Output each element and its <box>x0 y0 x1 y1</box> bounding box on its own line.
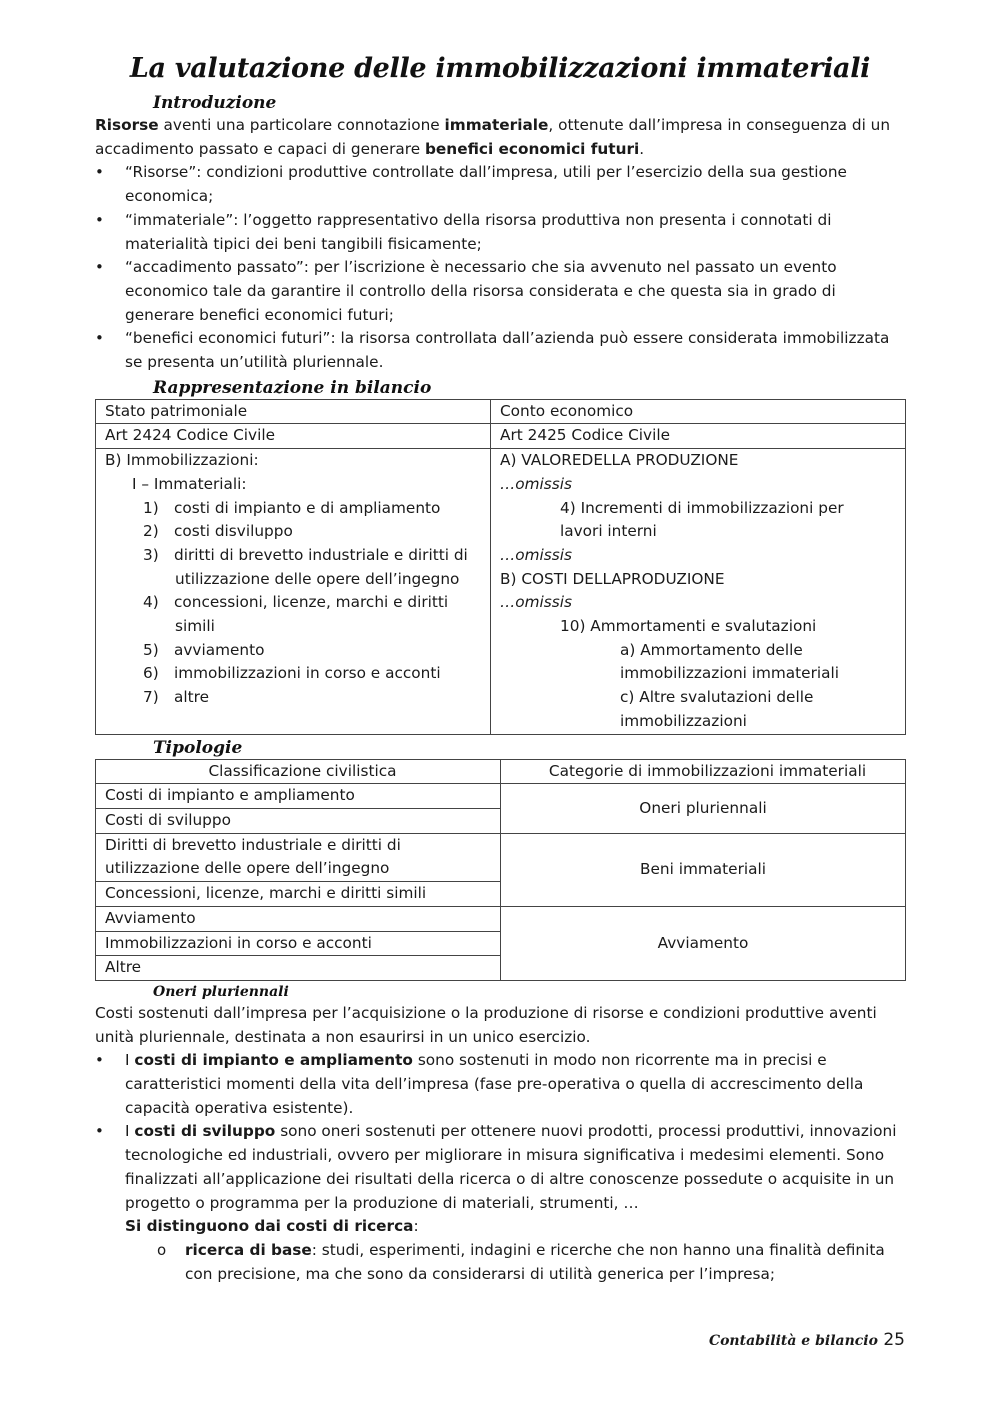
bold-term: benefici economici futuri <box>424 139 640 158</box>
page-number: 25 <box>883 1330 905 1350</box>
category-cell: Beni immateriali <box>501 833 906 906</box>
list-item: 1) costi di impianto e di ampliamento <box>143 498 441 517</box>
table-header-cell: Stato patrimoniale <box>96 399 491 424</box>
list-item: 7) altre <box>143 688 209 707</box>
table-cell: Art 2424 Codice Civile <box>96 424 491 449</box>
footer-title: Contabilità e bilancio <box>708 1333 878 1349</box>
conto-economico-cell: A) VALOREDELLA PRODUZIONE …omissis 4) Incrementi di immobilizzazioni per lavori interni …omissis B) COSTI DELLAPRODUZIONE …omissis 10) Ammortamenti e svalutazioni a) Ammortamento delle immobilizzazioni immateriali c) Altre svalutazioni delle immobilizzazioni <box>491 449 906 734</box>
list-item: 5) avviamento <box>143 640 265 659</box>
table-row <box>96 759 906 784</box>
table-cell: Costi di sviluppo <box>96 808 501 833</box>
table-cell: Art 2425 Codice Civile <box>491 424 906 449</box>
table-row <box>96 906 906 931</box>
intro-paragraph: Risorse aventi una particolare connotazione immateriale, ottenute dall’impresa in conseguenza di un accadimento passato e capaci di generare benefici economici futuri. <box>95 116 891 158</box>
stato-patrimoniale-cell: B) Immobilizzazioni: I – Immateriali: 1) costi di impianto e di ampliamento 2) costi disviluppo 3) diritti di brevetto industriale e diritti di utilizzazione delle opere dell’ingegno 4) concessioni, licenze, marchi e diritti simili 5) avviamento 6) immobilizzazioni in corso e acconti 7) altre <box>96 449 491 734</box>
list-item: • “benefici economici futuri”: la risorsa controllata dall’azienda può essere considerata immobilizzata se presenta un’utilità pluriennale. <box>95 327 905 374</box>
sub-list <box>125 1239 905 1286</box>
table-row <box>96 449 906 734</box>
page <box>95 50 905 1286</box>
bold-term: immateriale <box>444 116 549 134</box>
table-cell: Concessioni, licenze, marchi e diritti simili <box>96 882 501 907</box>
oneri-bullet-list <box>95 1049 905 1286</box>
page-title: La valutazione delle immobilizzazioni immateriali <box>129 53 871 84</box>
list-item: o ricerca di base: studi, esperimenti, indagini e ricerche che non hanno una finalità definita con precisione, ma che sono da considerarsi di utilità generica per l’impresa; <box>157 1240 885 1283</box>
table-header-cell: Classificazione civilistica <box>96 759 501 784</box>
list-item: 4) concessioni, licenze, marchi e diritti simili <box>143 593 449 636</box>
list-item: • I costi di sviluppo sono oneri sostenuti per ottenere nuovi prodotti, processi produttivi, innovazioni tecnologiche ed industriali, ovvero per migliorare in misura significativa i medesimi elementi. Sono finalizzati all’applicazione dei risultati della ricerca o di altre conoscenze possedute o acquisite in un progetto o programma per la produzione di materiali, strumenti, … Si distinguono dai costi di ricerca: o ricerca di base: studi, esperimenti, indagini e ricerche che non hanno una finalità definita con precisione, ma che sono da considerarsi di utilità generica per l’impresa; <box>95 1120 905 1286</box>
table-row <box>96 833 906 881</box>
table-row <box>96 424 906 449</box>
bold-term: Risorse <box>95 116 159 134</box>
list-item: 3) diritti di brevetto industriale e diritti di utilizzazione delle opere dell’ingegno <box>143 545 468 588</box>
page-footer <box>709 1330 905 1350</box>
list-item: • I costi di impianto e ampliamento sono sostenuti in modo non ricorrente ma in precisi e caratteristici momenti della vita dell’impresa (fase pre-operativa o quella di accrescimento della capacità operativa esistente). <box>95 1049 905 1120</box>
intro-bullet-list <box>95 161 905 374</box>
list-item: • “Risorse”: condizioni produttive controllate dall’impresa, utili per l’esercizio della sua gestione economica; <box>95 161 905 208</box>
table-cell: Immobilizzazioni in corso e acconti <box>96 931 501 956</box>
section-heading-oneri: Oneri pluriennali <box>153 983 289 1000</box>
table-cell: Altre <box>96 956 501 981</box>
list-item: • “accadimento passato”: per l’iscrizione è necessario che sia avvenuto nel passato un evento economico tale da garantire il controllo della risorsa considerata e che questa sia in grado di generare benefici economici futuri; <box>95 256 905 327</box>
table-row <box>96 399 906 424</box>
list-item: • “immateriale”: l’oggetto rappresentativo della risorsa produttiva non presenta i connotati di materialità tipici dei beni tangibili fisicamente; <box>95 209 905 256</box>
table-header-cell: Conto economico <box>491 399 906 424</box>
oneri-paragraph: Costi sostenuti dall’impresa per l’acquisizione o la produzione di risorse e condizioni produttive aventi unità pluriennale, destinata a non esaurirsi in un unico esercizio. <box>95 1003 877 1046</box>
section-heading-introduzione: Introduzione <box>153 93 277 113</box>
table-cell: Costi di impianto e ampliamento <box>96 784 501 809</box>
tipologie-table <box>95 759 906 981</box>
section-heading-tipologie: Tipologie <box>153 737 243 758</box>
category-cell: Avviamento <box>501 906 906 980</box>
table-cell: Diritti di brevetto industriale e diritti di utilizzazione delle opere dell’ingegno <box>96 833 501 881</box>
section-heading-rappresentazione: Rappresentazione in bilancio <box>153 377 432 398</box>
table-cell: Avviamento <box>96 906 501 931</box>
bilancio-table <box>95 399 906 735</box>
table-row <box>96 784 906 809</box>
category-cell: Oneri pluriennali <box>501 784 906 833</box>
list-item: 6) immobilizzazioni in corso e acconti <box>143 664 441 683</box>
table-header-cell: Categorie di immobilizzazioni immateriali <box>501 759 906 784</box>
list-item: 2) costi disviluppo <box>143 522 293 541</box>
